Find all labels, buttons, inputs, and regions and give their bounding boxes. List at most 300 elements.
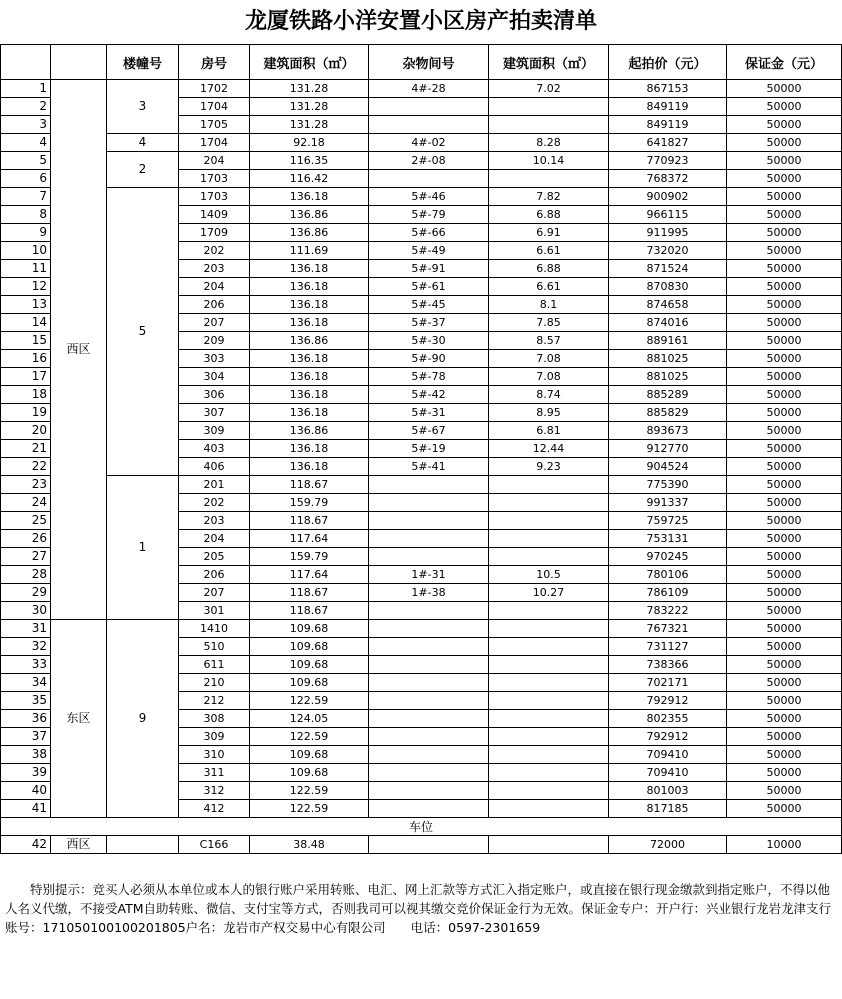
room-cell: 510 <box>179 638 250 656</box>
storage-area-cell: 10.27 <box>489 584 609 602</box>
price-cell: 641827 <box>609 134 727 152</box>
building-cell: 1 <box>107 476 179 620</box>
area-cell: 124.05 <box>250 710 369 728</box>
header-row <box>1 45 842 80</box>
storage-area-cell: 7.02 <box>489 80 609 98</box>
row-number: 28 <box>1 566 51 584</box>
header-zone <box>51 45 107 80</box>
parking-row <box>1 836 842 854</box>
table-row <box>1 134 842 152</box>
deposit-cell: 50000 <box>727 386 842 404</box>
price-cell: 970245 <box>609 548 727 566</box>
row-number: 34 <box>1 674 51 692</box>
storage-area-cell <box>489 656 609 674</box>
storage-cell <box>369 800 489 818</box>
row-number: 21 <box>1 440 51 458</box>
price-cell: 911995 <box>609 224 727 242</box>
deposit-cell: 50000 <box>727 584 842 602</box>
row-number: 32 <box>1 638 51 656</box>
storage-area-cell: 9.23 <box>489 458 609 476</box>
price-cell: 792912 <box>609 692 727 710</box>
row-number: 3 <box>1 116 51 134</box>
storage-area-cell <box>489 530 609 548</box>
row-number: 26 <box>1 530 51 548</box>
row-number: 13 <box>1 296 51 314</box>
room-cell: 403 <box>179 440 250 458</box>
room-cell: 204 <box>179 530 250 548</box>
room-cell: 1409 <box>179 206 250 224</box>
building-cell: 3 <box>107 80 179 134</box>
header-area: 建筑面积（㎡） <box>250 45 369 80</box>
deposit-cell: 50000 <box>727 98 842 116</box>
storage-area-cell: 7.08 <box>489 350 609 368</box>
storage-cell <box>369 602 489 620</box>
area-cell: 136.18 <box>250 260 369 278</box>
storage-cell: 5#-46 <box>369 188 489 206</box>
price-cell: 731127 <box>609 638 727 656</box>
row-number: 20 <box>1 422 51 440</box>
storage-area-cell: 6.81 <box>489 422 609 440</box>
storage-area-cell: 8.57 <box>489 332 609 350</box>
storage-area-cell <box>489 836 609 854</box>
storage-cell <box>369 530 489 548</box>
storage-cell <box>369 620 489 638</box>
table-row <box>1 80 842 98</box>
deposit-cell: 50000 <box>727 440 842 458</box>
storage-cell: 5#-41 <box>369 458 489 476</box>
header-storage-area: 建筑面积（㎡） <box>489 45 609 80</box>
storage-cell <box>369 476 489 494</box>
room-cell: 308 <box>179 710 250 728</box>
row-number: 36 <box>1 710 51 728</box>
deposit-cell: 50000 <box>727 800 842 818</box>
deposit-cell: 50000 <box>727 512 842 530</box>
storage-cell: 5#-30 <box>369 332 489 350</box>
area-cell: 136.18 <box>250 404 369 422</box>
price-cell: 881025 <box>609 368 727 386</box>
building-cell <box>107 836 179 854</box>
deposit-cell: 50000 <box>727 170 842 188</box>
room-cell: 1703 <box>179 188 250 206</box>
storage-cell <box>369 116 489 134</box>
area-cell: 136.18 <box>250 188 369 206</box>
row-number: 2 <box>1 98 51 116</box>
storage-cell: 1#-31 <box>369 566 489 584</box>
deposit-cell: 50000 <box>727 152 842 170</box>
room-cell: 611 <box>179 656 250 674</box>
zone-cell: 西区 <box>51 836 107 854</box>
room-cell: 310 <box>179 746 250 764</box>
room-cell: 207 <box>179 314 250 332</box>
storage-area-cell: 6.88 <box>489 206 609 224</box>
room-cell: 412 <box>179 800 250 818</box>
storage-area-cell: 8.95 <box>489 404 609 422</box>
area-cell: 131.28 <box>250 98 369 116</box>
deposit-cell: 50000 <box>727 188 842 206</box>
room-cell: 1410 <box>179 620 250 638</box>
price-cell: 817185 <box>609 800 727 818</box>
price-cell: 881025 <box>609 350 727 368</box>
price-cell: 885289 <box>609 386 727 404</box>
deposit-cell: 10000 <box>727 836 842 854</box>
row-number: 15 <box>1 332 51 350</box>
area-cell: 109.68 <box>250 746 369 764</box>
header-room: 房号 <box>179 45 250 80</box>
price-cell: 802355 <box>609 710 727 728</box>
room-cell: 312 <box>179 782 250 800</box>
row-number: 40 <box>1 782 51 800</box>
storage-cell <box>369 746 489 764</box>
room-cell: 1702 <box>179 80 250 98</box>
area-cell: 136.18 <box>250 368 369 386</box>
area-cell: 136.18 <box>250 440 369 458</box>
deposit-cell: 50000 <box>727 530 842 548</box>
room-cell: 309 <box>179 422 250 440</box>
room-cell: 303 <box>179 350 250 368</box>
row-number: 18 <box>1 386 51 404</box>
area-cell: 136.18 <box>250 314 369 332</box>
row-number: 42 <box>1 836 51 854</box>
room-cell: 201 <box>179 476 250 494</box>
room-cell: 202 <box>179 242 250 260</box>
room-cell: 202 <box>179 494 250 512</box>
row-number: 30 <box>1 602 51 620</box>
area-cell: 109.68 <box>250 674 369 692</box>
area-cell: 136.18 <box>250 278 369 296</box>
storage-area-cell <box>489 548 609 566</box>
row-number: 37 <box>1 728 51 746</box>
storage-cell <box>369 782 489 800</box>
storage-area-cell: 8.28 <box>489 134 609 152</box>
price-cell: 753131 <box>609 530 727 548</box>
room-cell: 207 <box>179 584 250 602</box>
area-cell: 136.18 <box>250 458 369 476</box>
deposit-cell: 50000 <box>727 602 842 620</box>
room-cell: 307 <box>179 404 250 422</box>
deposit-cell: 50000 <box>727 242 842 260</box>
storage-cell <box>369 170 489 188</box>
zone-cell: 东区 <box>51 620 107 818</box>
area-cell: 131.28 <box>250 80 369 98</box>
storage-area-cell: 7.82 <box>489 188 609 206</box>
row-number: 7 <box>1 188 51 206</box>
deposit-cell: 50000 <box>727 278 842 296</box>
row-number: 6 <box>1 170 51 188</box>
room-cell: 203 <box>179 512 250 530</box>
row-number: 16 <box>1 350 51 368</box>
area-cell: 136.18 <box>250 296 369 314</box>
storage-area-cell <box>489 674 609 692</box>
price-cell: 767321 <box>609 620 727 638</box>
storage-cell: 5#-90 <box>369 350 489 368</box>
row-number: 17 <box>1 368 51 386</box>
deposit-cell: 50000 <box>727 494 842 512</box>
parking-section-row <box>1 818 842 836</box>
price-cell: 849119 <box>609 116 727 134</box>
area-cell: 136.18 <box>250 350 369 368</box>
area-cell: 122.59 <box>250 782 369 800</box>
deposit-cell: 50000 <box>727 314 842 332</box>
row-number: 4 <box>1 134 51 152</box>
row-number: 25 <box>1 512 51 530</box>
area-cell: 109.68 <box>250 638 369 656</box>
storage-cell: 5#-37 <box>369 314 489 332</box>
deposit-cell: 50000 <box>727 638 842 656</box>
storage-area-cell <box>489 170 609 188</box>
deposit-cell: 50000 <box>727 620 842 638</box>
room-cell: 210 <box>179 674 250 692</box>
deposit-cell: 50000 <box>727 728 842 746</box>
price-cell: 874016 <box>609 314 727 332</box>
row-number: 33 <box>1 656 51 674</box>
price-cell: 885829 <box>609 404 727 422</box>
deposit-cell: 50000 <box>727 692 842 710</box>
storage-cell: 5#-78 <box>369 368 489 386</box>
room-cell: 304 <box>179 368 250 386</box>
deposit-cell: 50000 <box>727 782 842 800</box>
storage-area-cell <box>489 782 609 800</box>
room-cell: C166 <box>179 836 250 854</box>
storage-cell <box>369 512 489 530</box>
storage-cell: 5#-67 <box>369 422 489 440</box>
area-cell: 118.67 <box>250 476 369 494</box>
storage-cell <box>369 674 489 692</box>
storage-cell: 4#-28 <box>369 80 489 98</box>
price-cell: 770923 <box>609 152 727 170</box>
price-cell: 780106 <box>609 566 727 584</box>
deposit-cell: 50000 <box>727 332 842 350</box>
row-number: 27 <box>1 548 51 566</box>
table-row <box>1 188 842 206</box>
storage-cell <box>369 836 489 854</box>
price-cell: 912770 <box>609 440 727 458</box>
area-cell: 117.64 <box>250 530 369 548</box>
storage-area-cell: 8.74 <box>489 386 609 404</box>
deposit-cell: 50000 <box>727 368 842 386</box>
deposit-cell: 50000 <box>727 548 842 566</box>
table-row <box>1 476 842 494</box>
area-cell: 109.68 <box>250 764 369 782</box>
area-cell: 159.79 <box>250 494 369 512</box>
storage-cell: 5#-66 <box>369 224 489 242</box>
storage-cell: 5#-61 <box>369 278 489 296</box>
storage-area-cell <box>489 710 609 728</box>
room-cell: 1705 <box>179 116 250 134</box>
row-number: 14 <box>1 314 51 332</box>
room-cell: 205 <box>179 548 250 566</box>
storage-cell <box>369 494 489 512</box>
room-cell: 209 <box>179 332 250 350</box>
table-row <box>1 620 842 638</box>
price-cell: 867153 <box>609 80 727 98</box>
deposit-cell: 50000 <box>727 458 842 476</box>
price-cell: 904524 <box>609 458 727 476</box>
deposit-cell: 50000 <box>727 764 842 782</box>
storage-area-cell <box>489 746 609 764</box>
storage-area-cell <box>489 98 609 116</box>
row-number: 41 <box>1 800 51 818</box>
room-cell: 1704 <box>179 134 250 152</box>
storage-cell <box>369 98 489 116</box>
building-cell: 4 <box>107 134 179 152</box>
building-cell: 9 <box>107 620 179 818</box>
storage-cell: 1#-38 <box>369 584 489 602</box>
building-cell: 2 <box>107 152 179 188</box>
room-cell: 306 <box>179 386 250 404</box>
area-cell: 109.68 <box>250 620 369 638</box>
row-number: 24 <box>1 494 51 512</box>
storage-cell: 5#-31 <box>369 404 489 422</box>
storage-cell <box>369 710 489 728</box>
room-cell: 204 <box>179 278 250 296</box>
row-number: 23 <box>1 476 51 494</box>
room-cell: 309 <box>179 728 250 746</box>
price-cell: 889161 <box>609 332 727 350</box>
storage-area-cell: 6.61 <box>489 242 609 260</box>
price-cell: 783222 <box>609 602 727 620</box>
row-number: 12 <box>1 278 51 296</box>
auction-table <box>0 44 842 854</box>
area-cell: 118.67 <box>250 584 369 602</box>
row-number: 9 <box>1 224 51 242</box>
row-number: 29 <box>1 584 51 602</box>
price-cell: 768372 <box>609 170 727 188</box>
deposit-cell: 50000 <box>727 674 842 692</box>
area-cell: 136.86 <box>250 422 369 440</box>
page-title: 龙厦铁路小洋安置小区房产拍卖清单 <box>244 9 597 34</box>
price-cell: 871524 <box>609 260 727 278</box>
storage-area-cell <box>489 638 609 656</box>
price-cell: 775390 <box>609 476 727 494</box>
room-cell: 203 <box>179 260 250 278</box>
row-number: 1 <box>1 80 51 98</box>
room-cell: 311 <box>179 764 250 782</box>
storage-area-cell <box>489 476 609 494</box>
deposit-cell: 50000 <box>727 134 842 152</box>
area-cell: 122.59 <box>250 692 369 710</box>
area-cell: 116.35 <box>250 152 369 170</box>
building-cell: 5 <box>107 188 179 476</box>
deposit-cell: 50000 <box>727 224 842 242</box>
deposit-cell: 50000 <box>727 206 842 224</box>
area-cell: 122.59 <box>250 728 369 746</box>
deposit-cell: 50000 <box>727 350 842 368</box>
price-cell: 900902 <box>609 188 727 206</box>
room-cell: 212 <box>179 692 250 710</box>
storage-area-cell: 6.88 <box>489 260 609 278</box>
storage-cell <box>369 548 489 566</box>
row-number: 19 <box>1 404 51 422</box>
storage-area-cell: 7.85 <box>489 314 609 332</box>
storage-cell <box>369 656 489 674</box>
price-cell: 870830 <box>609 278 727 296</box>
special-notice: 特别提示：竞买人必须从本单位或本人的银行账户采用转账、电汇、网上汇款等方式汇入指定账户，或直接在银行现金缴款到指定账户，不得以他人名义代缴，不接受ATM自助转账、微信、支付宝等方式，否则我司可以视其缴交竞价保证金行为无效。保证金专户：开户行：兴业银行龙岩龙津支行账号：171050100100201805户名：龙岩市产权交易中心有限公司 电话：0597-2301659 <box>5 882 832 935</box>
area-cell: 136.86 <box>250 206 369 224</box>
room-cell: 1703 <box>179 170 250 188</box>
storage-area-cell <box>489 116 609 134</box>
price-cell: 991337 <box>609 494 727 512</box>
table-body <box>1 80 842 854</box>
deposit-cell: 50000 <box>727 116 842 134</box>
area-cell: 38.48 <box>250 836 369 854</box>
storage-cell: 2#-08 <box>369 152 489 170</box>
room-cell: 206 <box>179 296 250 314</box>
storage-area-cell <box>489 764 609 782</box>
header-building: 楼幢号 <box>107 45 179 80</box>
price-cell: 849119 <box>609 98 727 116</box>
price-cell: 801003 <box>609 782 727 800</box>
area-cell: 118.67 <box>250 602 369 620</box>
area-cell: 122.59 <box>250 800 369 818</box>
storage-area-cell: 7.08 <box>489 368 609 386</box>
table-row <box>1 152 842 170</box>
zone-cell: 西区 <box>51 80 107 620</box>
row-number: 8 <box>1 206 51 224</box>
deposit-cell: 50000 <box>727 296 842 314</box>
deposit-cell: 50000 <box>727 404 842 422</box>
storage-cell: 5#-45 <box>369 296 489 314</box>
price-cell: 738366 <box>609 656 727 674</box>
storage-cell: 5#-19 <box>369 440 489 458</box>
deposit-cell: 50000 <box>727 710 842 728</box>
room-cell: 1709 <box>179 224 250 242</box>
price-cell: 792912 <box>609 728 727 746</box>
area-cell: 136.18 <box>250 386 369 404</box>
storage-cell <box>369 638 489 656</box>
price-cell: 72000 <box>609 836 727 854</box>
price-cell: 759725 <box>609 512 727 530</box>
row-number: 39 <box>1 764 51 782</box>
header-no <box>1 45 51 80</box>
deposit-cell: 50000 <box>727 260 842 278</box>
row-number: 35 <box>1 692 51 710</box>
price-cell: 893673 <box>609 422 727 440</box>
storage-area-cell: 6.91 <box>489 224 609 242</box>
storage-cell: 5#-49 <box>369 242 489 260</box>
storage-area-cell: 10.14 <box>489 152 609 170</box>
area-cell: 136.86 <box>250 224 369 242</box>
area-cell: 118.67 <box>250 512 369 530</box>
room-cell: 406 <box>179 458 250 476</box>
storage-cell <box>369 728 489 746</box>
deposit-cell: 50000 <box>727 422 842 440</box>
storage-area-cell <box>489 512 609 530</box>
row-number: 11 <box>1 260 51 278</box>
price-cell: 702171 <box>609 674 727 692</box>
area-cell: 111.69 <box>250 242 369 260</box>
storage-area-cell <box>489 692 609 710</box>
row-number: 10 <box>1 242 51 260</box>
price-cell: 874658 <box>609 296 727 314</box>
storage-cell: 5#-42 <box>369 386 489 404</box>
storage-area-cell: 8.1 <box>489 296 609 314</box>
price-cell: 966115 <box>609 206 727 224</box>
storage-area-cell: 12.44 <box>489 440 609 458</box>
header-deposit: 保证金（元） <box>727 45 842 80</box>
storage-area-cell <box>489 800 609 818</box>
price-cell: 732020 <box>609 242 727 260</box>
area-cell: 159.79 <box>250 548 369 566</box>
area-cell: 136.86 <box>250 332 369 350</box>
row-number: 38 <box>1 746 51 764</box>
storage-cell <box>369 764 489 782</box>
storage-cell <box>369 692 489 710</box>
deposit-cell: 50000 <box>727 746 842 764</box>
row-number: 5 <box>1 152 51 170</box>
deposit-cell: 50000 <box>727 476 842 494</box>
room-cell: 206 <box>179 566 250 584</box>
area-cell: 117.64 <box>250 566 369 584</box>
